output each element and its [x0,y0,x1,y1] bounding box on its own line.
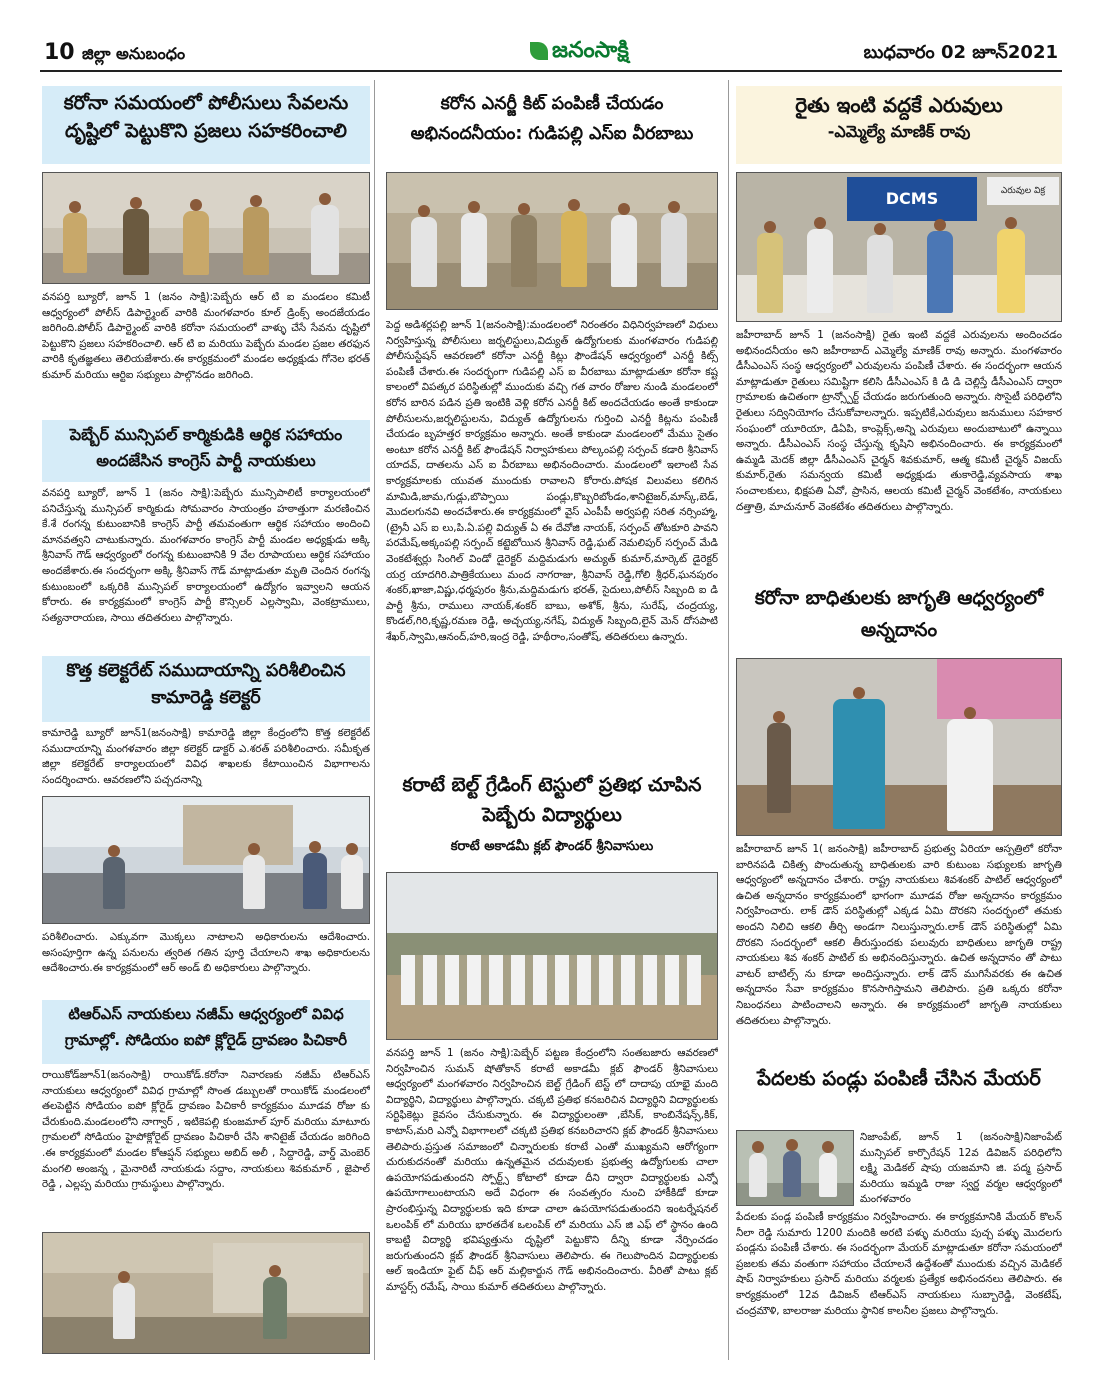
article-congress-help: వనపర్తి బ్యూరో, జూన్ 1 (జనం సాక్షి):పెబ్బేరు మున్సిపాలిటీ కార్యాలయంలో పనిచేస్తున్న మున్సిపల్ కార్మికుడు సోమవారం సాయంత్రం హఠాత్తుగా మరణించిన కే.శే రంగన్న కుటుంబానికి కాంగ్రెస్ పార్టీ తమవంతుగా ఆర్థిక సహాయం అందించి మానవత్వని చాటుకున్నారు. మంగళవారం కాంగ్రెస్ పార్టీ మండల అధ్యక్షుడు అక్కి శ్రీనివాస్ గౌడ్ ఆధ్వర్యంలో రంగన్న కుటుంబానికి 9 వేల రూపాయలు ఆర్థిక సహాయం అందజేశారు.ఈ సందర్భంగా అక్కి శ్రీనివాస్ గౌడ్ మాట్లాడుతూ మృతి చెందిన రంగన్న కుటుంబంలో ఒక్కరికి మున్సిపల్ కార్యాలయంలో ఉద్యోగం ఇవ్వాలని ఆయన కోరారు. ఈ కార్యక్రమంలో కాంగ్రెస్ పార్టీ కౌన్సిలర్ ఎల్లస్వామి, వెంకట్రాములు, సత్యనారాయణ, సాయి తదితరులు పాల్గొన్నారు. [42,487,370,624]
shop-sign: ఎరువుల విక్ర [987,177,1059,205]
photo-fertilizer [736,172,1062,322]
headline-fruits: పేదలకు పండ్లు పంపిణీ చేసిన మేయర్ [757,1067,1041,1090]
article-fruits: పేదలకు పండ్ల పంపిణీ కార్యక్రమం నిర్వహించారు. ఈ కార్యక్రమానికి మేయర్ కొలన్ నీలా రెడ్డి సుమారు 1200 మందికి అరటి పళ్ళు మరియు పుచ్చ పళ్ళు మొదలగు పండ్లను పంపిణీ చేశారు. ఈ సందర్భంగా మేయర్ మాట్లాడుతూ కరోనా సమయంలో ప్రజలకు తమ వంతుగా సహాయం చేయాలనే ఉద్దేశంతో ముందుకు వచ్చిన మెడికల్ షాప్ నిర్వాహకులు ప్రసాద్ మరియు వర్మలకు ప్రత్యేక అభినందనలు తెలిపారు. ఈ కార్యక్రమంలో 12వ డివిజన్ టిఆర్ఎస్ నాయకులు సుబ్బారెడ్డి, వెంకటేష్, చంద్రమౌళి, బాలరాజు మరియు స్థానిక కాలనీల ప్రజలు పాల్గొన్నారు. [736,1211,1062,1317]
photo-collectorate [42,796,370,924]
section-name: జిల్లా అనుబంధం [82,44,186,63]
headline-police-services: కరోనా సమయంలో పోలీసులు సేవలను దృష్టిలో పెట్టుకొని ప్రజలు సహకరించాలి [42,86,370,164]
dcms-banner: DCMS [847,177,977,221]
article-police-services: వనపర్తి బ్యూరో, జూన్ 1 (జనం సాక్షి):పెబ్బేరు ఆర్ టి ఐ మండలం కమిటీ ఆధ్వర్యంలో పోలీస్ డిపార్ట్మెంట్ వారికి మంగళవారం కూల్ డ్రింక్స్ అందజేయడం జరిగింది.పోలీస్ డిపార్ట్మెంట్ వారికి కరోనా సమయంలో వాళ్ళు చేసే సేవను దృష్టిలో పెట్టుకొని ప్రజలు సహకరించాలి. ఆర్ టి ఐ మరియు పెబ్బేరు మండల ప్రజల తరఫున వారికి కృతజ్ఞతలు తెలియజేశారు.ఈ కార్యక్రమంలో మండల అధ్యక్షుడు గోనెల భరత్ కుమార్ మరియు ఆర్టిఐ సభ్యులు పాల్గొనడం జరిగింది. [42,291,370,381]
logo-text: జనంసాక్షి [552,38,629,63]
leaf-icon [530,42,548,60]
article-fruits-side: నిజాంపేట్, జూన్ 1 (జనంసాక్షి)నిజాంపేట్ మున్సిపల్ కార్పొరేషన్ 12వ డివిజన్ పరిధిలోని లక్ష్మి మెడికల్ షాపు యజమాని జి. పద్మ ప్రసాద్ మరియు ఇమ్మడి రాజు స్వర్ణ వర్మల ఆధ్వర్యంలో మంగళవారం [860,1131,1062,1206]
subhead-karate: కరాటే అకాడమీ క్లబ్ ఫౌండర్ శ్రీనివాసులు [450,839,654,854]
headline-congress-help: పెబ్బేర్ మున్సిపల్ కార్మికుడికి ఆర్థిక సహాయం అందజేసిన కాంగ్రెస్ పార్టీ నాయకులు [42,420,370,482]
article-sodium-spray: రాయికోడ్‌జూన్1(జనంసాక్షి) రాయికోడ్.కరోనా నివారణకు నజీమ్ టిఆర్ఎస్ నాయకులు ఆధ్వర్యంలో వివిధ గ్రామాల్లో సొంత డబ్బులతో రాయికోడ్ మండలంలో తలపెట్టిన సోడియం ఐపో క్లోరైడ్ ద్రావణం పిచికారీ కార్యక్రమం మూడవ రోజు కు చేరుకుంది.మండలంలోని నాగ్వార్ , ఇటికెపల్లి కుంజమాల్ పూర్ మరియు మాటూరు గ్రామలలో సోడియం హైపోక్లోరైట్ ద్రావణం పిచికారీ చేసి శానిటైజ్ చేయడం జరిగింది .ఈ కార్యక్రమంలో మండల కోఆప్షన్ సభ్యులు అబిద్ అలీ , సిద్దారెడ్డి, వార్డ్ మెంబెర్ మంగలి అంజన్న , మైనారిటీ నాయకుడు సద్దాం, నాయకులు శివకుమార్ , జైపాల్ రెడ్డి , ఎల్లప్ప మరియు గ్రామస్థులు పాల్గొన్నారు. [42,1069,370,1191]
page-number: 10 [44,40,75,65]
headline-sodium-spray: టిఆర్ఎస్ నాయకులు నజీమ్ ఆధ్వర్యంలో వివిధ గ్రామాల్లో. సోడియం ఐపో క్లోరైడ్ ద్రావణం పిచికారీ [42,1000,370,1064]
headline-karate: కరాటే బెల్ట్ గ్రేడింగ్ టెస్టులో ప్రతిభ చూపిన పెబ్బేరు విద్యార్థులు [402,774,702,827]
newspaper-logo [530,38,629,68]
photo-sodium-spray [42,1232,370,1354]
article-collectorate-part2: పరిశీలించారు. ఎక్కువగా మొక్కలు నాటాలని అధికారులను ఆదేశించారు. అసంపూర్తిగా ఉన్న పనులను త్వరిత గతిన పూర్తి చేయాలని శాఖ అధికారులను ఆదేశించారు.ఈ కార్యక్రమంలో ఆర్ అండ్ బి అధికారులు పాల్గొన్నారు. [42,931,370,975]
column-divider [728,80,729,1360]
photo-energy-kit [386,172,718,310]
headline-annadanam: కరోనా బాధితులకు జాగృతి ఆధ్వర్యంలో అన్నదానం [754,587,1044,642]
article-collectorate-part1: కామారెడ్డి బ్యూరో జూన్1(జనంసాక్షి) కామారెడ్డి జిల్లా కేంద్రంలోని కొత్త కలెక్టరేట్ సముదాయాన్ని మంగళవారం జిల్లా కలెక్టర్ డాక్టర్ ఎ.శరత్ పరిశీలించారు. సమీకృత జిల్లా కలెక్టరేట్ కార్యాలయంలో వివిధ శాఖలకు కేటాయించిన విభాగాలను సందర్శించారు. ఆవరణలోని పచ్చదనాన్ని [42,727,370,786]
article-karate: వనపర్తి జూన్ 1 (జనం సాక్షి):పెబ్బేర్ పట్టణ కేంద్రంలోని సంతబజారు ఆవరణలో నిర్వహించిన సుమన్ షోతోకాన్ కరాటే అకాడమీ క్లబ్ ఫౌండర్ శ్రీనివాసులు ఆధ్వర్యంలో మంగళవారం నిర్వహించిన బెల్ట్ గ్రేడింగ్ టెస్ట్ లో దాదాపు యాభై మంది విద్యార్థిని, విద్యార్థులు పాల్గొన్నారు. చక్కటి ప్రతిభ కనబరిచిన విద్యార్థిని విద్యార్థులకు సర్టిఫికెట్లు కైవసం చేసుకున్నారు. ఈ విద్యార్థులంతా ,బేసిక్, కాంబినేషన్స్,కిక్, కాటాస్,మరి ఎన్నో విభాగాలలో చక్కటి ప్రతిభ కనబరిచారని క్లబ్ ఫౌండర్ శ్రీనివాసులు తెలిపారు.ప్రస్తుత సమాజంలో చిన్నారులకు కరాటే ఎంతో ముఖ్యమని ఆరోగ్యంగా చురుకుదనంతో మరియు ఉన్నతమైన చదువులకు ప్రభుత్వ ఉద్యోగులకు చాలా ఉపయోగపడుతుందని స్పోర్ట్స్ కోటాలో కూడా దీని ద్వారా విద్యార్థులకు ఎన్నో ఉపయోగాలుంటాయని అదే విధంగా ఈ సంవత్సరం నుంచి హాకీకిడో కూడా ప్రారంభిస్తున్న విద్యార్థులకు ఇది కూడా చాలా ఉపయోగపడుతుందని ఇంటర్నేషనల్ ఒలంపిక్ లో మరియు భారతదేశ ఒలంపిక్ లో మరియు ఎస్ జి ఎఫ్ లో స్థానం ఉంది కాబట్టి విద్యార్థి భవిష్యత్తును దృష్టిలో పెట్టుకొని దీన్ని కూడా నేర్పించడం జరుగుతుందని క్లబ్ ఫౌండర్ శ్రీనివాసులు తెలిపారు. ఈ గెలుపొందిన విద్యార్థులకు ఆల్ ఇండియా ఫైట్ చీఫ్ ఆర్ మల్లికార్జున గౌడ్ అభినందించారు. వీరితో పాటు క్లబ్ మాస్టర్స్ రమేష్, సాయి కుమార్ తదితరులు పాల్గొన్నారు. [386,1047,718,1293]
headline-fertilizer-sub: -ఎమ్మెల్యే మాణిక్ రావు [827,122,971,141]
photo-karate [386,872,718,1040]
article-fertilizer: జహీరాబాద్ జూన్ 1 (జనంసాక్షి) రైతు ఇంటి వద్దకే ఎరువులను అందించడం అభినందనీయం అని జహీరాబాద్ ఎమ్మెల్యే మాణిక్ రావు అన్నారు. మంగళవారం డీసీఎంఎస్ సంస్థ ఆధ్వర్యంలో ఎరువులను పంపిణీ చేశారు. ఈ సందర్భంగా ఆయన మాట్లాడుతూ రైతులు సమిష్టిగా కలిసి డీసీఎంఎస్ కి డి డి చెల్లిస్తే డీసీఎంఎస్ ద్వారా గ్రామాలకు ఉచితంగా ట్రాన్స్పోర్ట్ చేయడం జరుగుతుంది అన్నారు. సొసైటీ పరిధిలోని రైతులు సద్వినియోగం చేసుకోవాలన్నారు. ఇప్పటికే,ఎరువులు జనుములు సహకార సంఘంలో యూరియా, డిఏపి, కాంప్లెక్స్,అన్ని ఎరువులు అందుబాటులో ఉన్నాయి అన్నారు. డీసీఎంఎస్ సంస్థ చేస్తున్న కృషిని అభినందించారు. ఈ కార్యక్రమంలో ఉమ్మడి మెదక్ జిల్లా డీసీఎంఎస్ చైర్మన్ శివకుమార్, ఆత్మ కమిటీ చైర్మన్ విజయ్ కుమార్,రైతు సమన్వయ కమిటీ అధ్యక్షుడు తుకారెడ్డి,వ్యవసాయ శాఖ సంచాలకులు, భిక్షపతి ఏవో, ప్రాసిన, ఆలయ కమిటీ చైర్మన్ వెంకటేశం, నాయకులు దత్తాత్రి, మాచునూర్ వెంకటేశం తదితరులు పాల్గొన్నారు. [736,329,1062,513]
headline-fertilizer [736,86,1062,164]
headline-energy-kit: కరోన ఎనర్జీ కిట్ పంపిణీ చేయడం అభినందనీయం: గుడిపల్లి ఎస్ఐ వీరబాబు [410,94,694,144]
headline-fertilizer-title: రైతు ఇంటి వద్దకే ఎరువులు [795,93,1003,117]
photo-annadanam [736,658,1062,836]
headline-collectorate: కొత్త కలెక్టరేట్ సముదాయాన్ని పరిశీలించిన కామారెడ్డి కలెక్టర్ [42,656,370,722]
photo-police-drinks [42,172,370,284]
column-divider [374,80,375,1360]
issue-date: బుధవారం 02 జూన్2021 [863,42,1058,63]
article-annadanam: జహీరాబాద్ జూన్ 1( జనంసాక్షి) జహీరాబాద్ ప్రభుత్వ ఏరియా ఆస్పత్రిలో కరోనా బారినపడి చికిత్స పొందుతున్న బాధితులకు వారి కుటుంబ సభ్యులకు జాగృతి ఆధ్వర్యంలో అన్నదానం చేశారు. రాష్ట్ర నాయకులు శివశంకర్ పాటిల్ ఆధ్వర్యంలో ఉచిత అన్నదానం కార్యక్రమంలో భాగంగా మూడవ రోజు అన్నదానం కార్యక్రమం నిర్వహించారు. లాక్ డౌన్ పరిస్థితుల్లో ఎక్కడ ఏమి దొరకని సందర్భంలో తమకు అందని నిలిచి ఆకలి తీర్చి అండగా నిలుస్తున్నారు.లాక్ డౌన్ పరిస్థితుల్లో ఏమి దొరకని సందర్భంలో ఆకలి తీరుస్తుందకు పలువురు బాధితులు జాగృతి రాష్ట్ర నాయకులు శివ శంకర్ పాటిల్ కు అభినందిస్తున్నారు. ఉచిత అన్నదానం తో పాటు వాటర్ బాటిల్స్ ను కూడా అందిస్తున్నారు. లాక్ డౌన్ ముగిసేవరకు ఈ ఉచిత అన్నదానం సేవా కార్యక్రమం కొనసాగిస్తామని తెలిపారు. ప్రతి ఒక్కరు కరోనా నిబంధనలు పాటించాలని అన్నారు. ఈ కార్యక్రమంలో జాగృతి నాయకులు తదితరులు పాల్గొన్నారు. [736,843,1062,1027]
photo-fruits [736,1130,854,1206]
masthead [40,38,1062,72]
article-energy-kit: పెద్ద అడిశర్లపల్లి జూన్ 1(జనంసాక్షి):మండలంలో నిరంతరం విధినిర్వహణలో విధులు నిర్వహిస్తున్న పోలీసులు జర్నలిస్టులు,విద్యుత్ ఉద్యోగులకు మంగళవారం గుడిపల్లి పోలీసుస్టేషన్ ఆవరణలో కరోనా ఎనర్జీ కిట్లు ఫౌండేషన్ ఆధ్వర్యంలో ఎనర్జీ కిట్స్ పంపిణీ చేశారు.ఈ సందర్భంగా గుడిపల్లి ఎస్ ఐ వీరబాబు మాట్లాడుతూ కరోనా కష్ట కాలంలో విపత్కర పరిస్థితుల్లో ముందుకు వచ్చి గత వారం రోజుల నుండి మండలంలో కరోన బారిన పడిన ప్రతి ఇంటికి వెళ్లి కరోన ఎనర్జీ కిట్ అందచేయడం అంతే కాకుండా పోలీసులను,జర్నలిస్టులను, విద్యుత్ ఉద్యోగులను గుర్తించి ఎనర్జీ కిట్లను పంపిణీ చేయడం బృహత్తర కార్యక్రమం అన్నారు. అంతే కాకుండా మండలంలో మేము సైతం అంటూ కరోన ఎనర్జీ కిట్ ఫౌండేషన్ నిర్వాహకులు పోల్కంపల్లి సర్పంచ్ కడారి శ్రీనివాస్ యాదవ్, దాతలను ఎస్ ఐ వీరబాబు అభినందించారు. మండలంలో ఇలాంటి సేవ కార్యక్రమాలకు యువత ముందుకు రావాలని కోరారు.పోషక విలువలు కలిగిన మామిడి,జామ,గుడ్లు,బొప్పాయి పండ్లు,కొబ్బరిబోండం,శానిటైజర్,మాస్క్,బెడ్, మొదలగునవి అందచేశారు.ఈ కార్యక్రమంలో వైస్ ఎంపీపీ అర్వపల్లి సరిత నర్సింహ్మా,(ట్రైనీ ఎస్ ఐ లు,పి.ఏ.పల్లి విద్యుత్ ఏ ఈ దేవోజి నాయక్, సర్పంచ్ తోటకూరి పావని పరమేష్,అక్కంపల్లి సర్పంచ్ కట్టెబోయిన శ్రీనివాస్ రెడ్డి,ఘట్ నెమలిపుర్ సర్పంచ్ మేడి వెంకటేశ్వర్లు సింగిల్ విండో డైరెక్టర్ మద్దిమడుగు అచ్యుత్ కుమార్,మార్కెట్ డైరెక్టర్ యర్ర యాదగిరి.పాత్రికేయులు మంద నాగరాజు, శ్రీనివాస్ రెడ్డి,గోలి శ్రీధర్,ఘనపురం శంకర్,ఖాజా,విష్ణు,ధర్మపురం శ్రీను,మద్దిమడుగు భరత్, సైదులు,పోలీస్ సిబ్బంది ఐ డి పార్టీ శ్రీను, రాములు నాయక్,శంకర్ బాబు, అశోక్, శ్రీను, సురేష్, చంద్రయ్య, కొండల్,గిరి,కృష్ణ,రమణ రెడ్డి, అచ్చయ్య,నగేష్, విద్యుత్ సిబ్బంది,లైన్ మెన్ దోసపాటి శేఖర్,స్వామి,ఆనంద్,హరి,ఇంద్ర రెడ్డి, హథీరాం,సంతోష్, తదితరులు ఉన్నారు. [386,319,718,643]
